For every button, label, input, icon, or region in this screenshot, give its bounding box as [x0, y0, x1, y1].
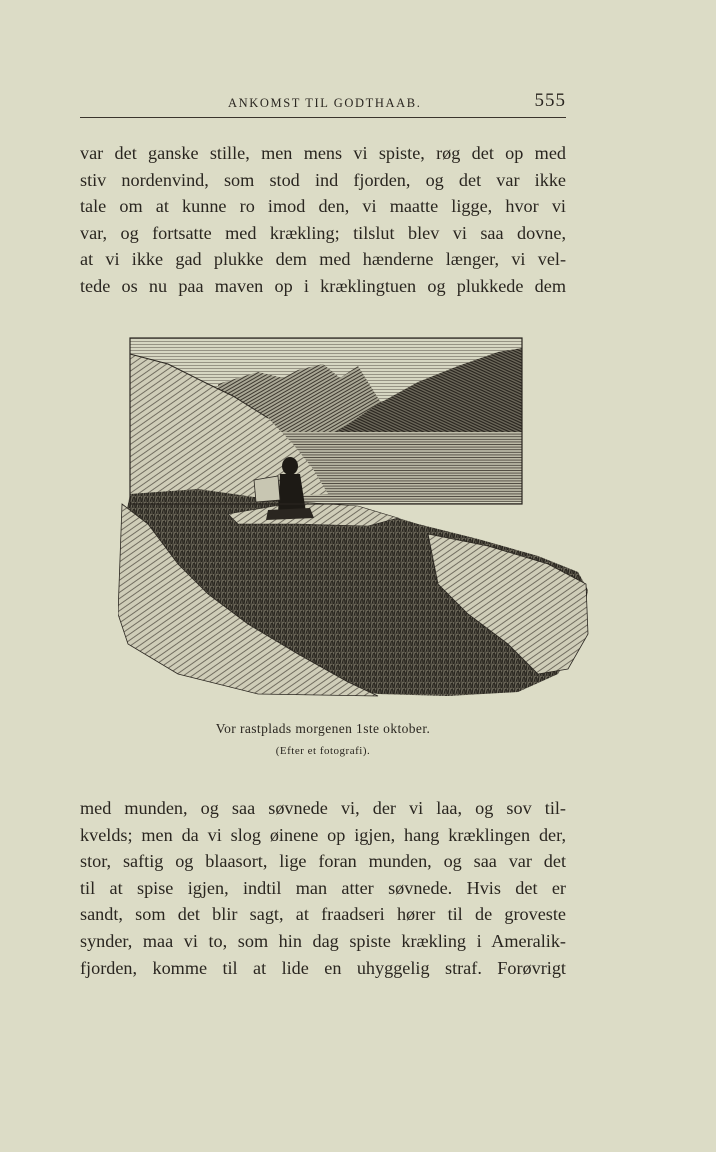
text-line: fjorden, komme til at lide en uhyggelig straf. Forøvrigt: [80, 957, 566, 978]
text-line: tede os nu paa maven op i kræklingtuen og plukkede dem: [80, 275, 566, 296]
figure-caption: Vor rastplads morgenen 1ste oktober.: [215, 721, 431, 736]
engraving-illustration: [118, 334, 590, 700]
text-line: stor, saftig og blaasort, lige foran munden, og saa var det: [80, 851, 566, 872]
running-title: ANKOMST TIL GODTHAAB.: [228, 96, 422, 110]
header-rule: [80, 117, 566, 118]
paragraph-bottom: [80, 795, 566, 981]
text-line: stiv nordenvind, som stod ind fjorden, og det var ikke: [80, 169, 566, 190]
text-line: var, og fortsatte med krækling; tilslut blev vi saa dovne,: [80, 222, 566, 243]
text-line: synder, maa vi to, som hin dag spiste krækling i Ameralik-: [80, 930, 566, 951]
text-line: at vi ikke gad plukke dem med hænderne længer, vi vel-: [80, 249, 566, 270]
text-line: sandt, som det blir sagt, at fraadseri hører til de groveste: [80, 904, 566, 925]
text-line: med munden, og saa søvnede vi, der vi laa, og sov til-: [80, 798, 566, 818]
text-line: tale om at kunne ro imod den, vi maatte ligge, hvor vi: [80, 196, 566, 217]
text-line: var det ganske stille, men mens vi spiste, røg det op med: [80, 143, 566, 163]
text-line: til at spise igjen, indtil man atter søvnede. Hvis det er: [80, 877, 566, 898]
text-line: kvelds; men da vi slog øinene op igjen, hang kræklingen der,: [80, 824, 566, 845]
page-number: 555: [534, 90, 566, 111]
paragraph-top: [80, 140, 566, 300]
figure-credit: (Efter et fotografi).: [275, 745, 371, 757]
page-header: [80, 92, 566, 122]
